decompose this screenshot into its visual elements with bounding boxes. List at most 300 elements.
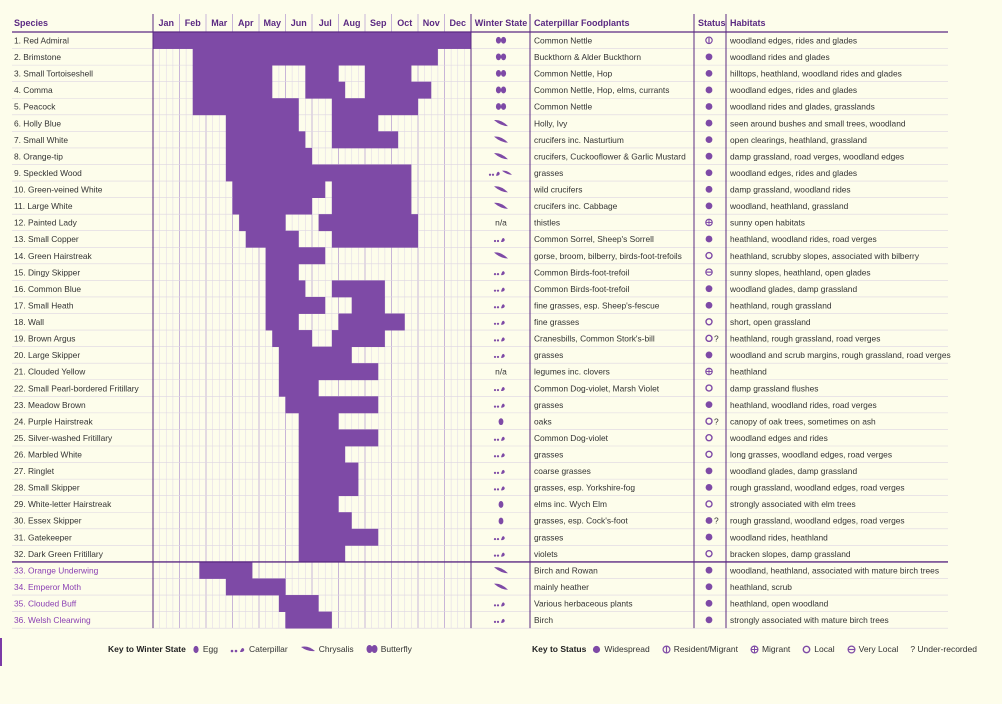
foodplant-text: Various herbaceous plants <box>534 598 633 609</box>
habitat-text: short, open grassland <box>730 317 811 328</box>
chrysalis-icon <box>494 153 508 159</box>
flight-bar <box>272 330 312 347</box>
species-name: 27. Ringlet <box>14 466 55 477</box>
butterfly-icon <box>501 103 506 110</box>
habitat-text: woodland glades, damp grassland <box>730 283 858 294</box>
flight-bar <box>266 264 299 281</box>
caterpillar-icon <box>501 619 505 623</box>
flight-bar <box>286 396 379 413</box>
caterpillar-icon <box>497 439 499 441</box>
status-widespread-icon <box>706 467 713 474</box>
caterpillar-icon <box>501 602 505 606</box>
status-widespread-icon <box>706 285 713 292</box>
habitat-text: bracken slopes, damp grassland <box>730 548 851 559</box>
foodplant-text: mainly heather <box>534 581 589 592</box>
status-local-icon <box>706 335 712 341</box>
flight-bar <box>279 595 319 612</box>
habitat-text: heathland, scrub <box>730 581 792 592</box>
header-foodplants: Caterpillar Foodplants <box>534 18 630 28</box>
species-name: 22. Small Pearl-bordered Fritillary <box>14 383 139 394</box>
caterpillar-icon <box>497 621 499 623</box>
key-resident-label: Resident/Migrant <box>673 644 738 654</box>
species-name: 12. Painted Lady <box>14 217 77 228</box>
species-name: 34. Emperor Moth <box>14 581 82 592</box>
key-chrysalis-label: Chrysalis <box>318 644 354 654</box>
habitat-text: long grasses, woodland edges, road verges <box>730 449 893 460</box>
flight-bar <box>279 363 378 380</box>
month-label-sep: Sep <box>369 18 387 28</box>
butterfly-icon <box>496 70 501 77</box>
header-status: Status <box>698 18 726 28</box>
egg-icon <box>192 644 200 654</box>
flight-bar <box>226 131 306 148</box>
status-widespread-icon <box>706 120 713 127</box>
habitat-text: heathland, rough grassland <box>730 300 832 311</box>
habitat-text: heathland, woodland rides, road verges <box>730 399 877 410</box>
foodplant-text: elms inc. Wych Elm <box>534 499 607 510</box>
caterpillar-icon <box>494 538 496 540</box>
flight-bar <box>279 347 352 364</box>
key-migrant <box>750 644 790 654</box>
foodplant-text: crucifers inc. Cabbage <box>534 201 618 212</box>
caterpillar-icon <box>501 271 505 275</box>
habitat-text: heathland <box>730 366 767 377</box>
caterpillar-icon <box>494 290 496 292</box>
status-widespread-icon <box>706 186 713 193</box>
caterpillar-icon <box>501 354 505 358</box>
chrysalis-icon <box>494 203 508 209</box>
foodplant-text: Common Nettle <box>534 101 593 112</box>
flight-bar <box>193 65 273 82</box>
chrysalis-icon <box>300 644 316 654</box>
key-verylocal <box>847 644 899 654</box>
species-name: 32. Dark Green Fritillary <box>14 548 103 559</box>
habitat-text: sunny slopes, heathland, open glades <box>730 267 871 278</box>
habitat-text: heathland, rough grassland, road verges <box>730 333 881 344</box>
status-widespread-icon <box>706 53 713 60</box>
key-under-label: ? Under-recorded <box>910 644 977 654</box>
species-name: 26. Marbled White <box>14 449 82 460</box>
species-name: 18. Wall <box>14 317 44 328</box>
species-name: 1. Red Admiral <box>14 35 69 46</box>
habitat-text: woodland rides and glades <box>730 52 830 63</box>
caterpillar-icon <box>501 321 505 325</box>
foodplant-text: Common Nettle, Hop, elms, currants <box>534 85 670 96</box>
month-label-dec: Dec <box>449 18 467 28</box>
status-widespread-icon <box>706 352 713 359</box>
flight-bar <box>352 297 385 314</box>
caterpillar-icon <box>497 290 499 292</box>
status-widespread-icon <box>706 70 713 77</box>
key-local-label: Local <box>814 644 835 654</box>
foodplant-text: fine grasses <box>534 317 580 328</box>
habitat-text: damp grassland flushes <box>730 383 819 394</box>
species-name: 13. Small Copper <box>14 234 79 245</box>
species-name: 6. Holly Blue <box>14 118 62 129</box>
caterpillar-icon <box>497 472 499 474</box>
status-widespread-icon <box>706 87 713 94</box>
species-name: 10. Green-veined White <box>14 184 103 195</box>
status-local-icon <box>706 435 712 441</box>
status-local-icon <box>706 451 712 457</box>
status-under-recorded-mark: ? <box>714 333 719 344</box>
species-name: 20. Large Skipper <box>14 350 81 361</box>
month-label-jan: Jan <box>158 18 175 28</box>
caterpillar-icon <box>501 387 505 391</box>
foodplant-text: gorse, broom, bilberry, birds-foot-trefoils <box>534 250 682 261</box>
flight-bar <box>266 280 306 297</box>
caterpillar-icon <box>501 553 505 557</box>
status-widespread-icon <box>706 302 713 309</box>
caterpillar-icon <box>497 323 499 325</box>
caterpillar-icon <box>497 604 499 606</box>
chrysalis-icon <box>502 171 512 175</box>
migrant-icon <box>750 645 759 654</box>
species-name: 2. Brimstone <box>14 52 62 63</box>
flight-bar <box>299 479 359 496</box>
species-name: 36. Welsh Clearwing <box>14 615 91 626</box>
habitat-text: open clearings, heathland, grassland <box>730 134 867 145</box>
status-local-icon <box>706 551 712 557</box>
caterpillar-icon <box>494 472 496 474</box>
status-widespread-icon <box>706 484 713 491</box>
habitat-text: sunny open habitats <box>730 217 805 228</box>
habitat-text: woodland edges, rides and glades <box>730 167 858 178</box>
key-chrysalis <box>300 644 354 654</box>
winter-key-title: Key to Winter State <box>108 644 186 654</box>
status-widespread-icon <box>706 103 713 110</box>
caterpillar-icon <box>494 488 496 490</box>
foodplant-text: legumes inc. clovers <box>534 366 610 377</box>
caterpillar-icon <box>497 273 499 275</box>
status-widespread-icon <box>706 534 713 541</box>
caterpillar-icon <box>497 339 499 341</box>
flight-bar <box>332 231 418 248</box>
status-widespread-icon <box>706 600 713 607</box>
status-under-recorded-mark: ? <box>714 416 719 427</box>
flight-bar <box>332 115 378 132</box>
status-widespread-icon <box>706 202 713 209</box>
month-label-jun: Jun <box>290 18 307 28</box>
month-label-mar: Mar <box>211 18 228 28</box>
caterpillar-icon <box>494 389 496 391</box>
species-name: 29. White-letter Hairstreak <box>14 499 112 510</box>
status-widespread-icon <box>706 169 713 176</box>
habitat-text: woodland rides, heathland <box>730 532 828 543</box>
resident-migrant-icon <box>662 645 671 654</box>
habitat-text: canopy of oak trees, sometimes on ash <box>730 416 876 427</box>
caterpillar-icon <box>494 621 496 623</box>
foodplant-text: crucifers inc. Nasturtium <box>534 134 624 145</box>
flight-bar <box>299 496 339 513</box>
habitat-text: woodland edges and rides <box>730 432 828 443</box>
egg-icon <box>499 501 504 508</box>
foodplant-text: Common Nettle, Hop <box>534 68 613 79</box>
foodplant-text: Common Birds-foot-trefoil <box>534 283 630 294</box>
status-widespread-icon <box>706 567 713 574</box>
species-name: 3. Small Tortoiseshell <box>14 68 93 79</box>
foodplant-text: coarse grasses <box>534 466 591 477</box>
foodplant-text: grasses <box>534 350 564 361</box>
flight-bar <box>153 32 471 49</box>
key-widespread-label: Widespread <box>604 644 650 654</box>
foodplant-text: oaks <box>534 416 552 427</box>
habitat-text: woodland and scrub margins, rough grassland, road verges <box>730 350 951 361</box>
flight-bar <box>299 512 352 529</box>
flight-bar <box>199 562 252 579</box>
foodplant-text: thistles <box>534 217 561 228</box>
flight-bar <box>279 380 319 397</box>
egg-icon <box>499 418 504 425</box>
flight-bar <box>299 446 345 463</box>
key-migrant-label: Migrant <box>761 644 791 654</box>
flight-bar <box>332 330 385 347</box>
chrysalis-icon <box>494 137 508 143</box>
caterpillar-icon <box>497 555 499 557</box>
chrysalis-icon <box>494 252 508 258</box>
flight-bar <box>299 529 379 546</box>
flight-bar <box>365 82 431 99</box>
species-name: 35. Clouded Buff <box>14 598 77 609</box>
species-name: 5. Peacock <box>14 101 56 112</box>
month-label-apr: Apr <box>238 18 254 28</box>
winter-na: n/a <box>495 366 507 377</box>
butterfly-icon <box>501 87 506 94</box>
species-name: 21. Clouded Yellow <box>14 366 86 377</box>
habitat-text: strongly associated with elm trees <box>730 499 856 510</box>
chrysalis-icon <box>494 186 508 192</box>
status-local-icon <box>706 418 712 424</box>
species-name: 25. Silver-washed Fritillary <box>14 432 113 443</box>
flight-bar <box>299 545 345 562</box>
status-under-recorded-mark: ? <box>714 515 719 526</box>
foodplant-text: grasses <box>534 532 564 543</box>
caterpillar-icon <box>497 455 499 457</box>
local-icon <box>802 645 811 654</box>
flight-bar <box>266 297 326 314</box>
habitat-text: rough grassland, woodland edges, road verges <box>730 515 905 526</box>
month-label-may: May <box>263 18 282 28</box>
caterpillar-icon <box>494 306 496 308</box>
flight-bar <box>332 98 418 115</box>
flight-bar <box>226 578 286 595</box>
caterpillar-icon <box>494 323 496 325</box>
habitat-text: heathland, open woodland <box>730 598 829 609</box>
foodplant-text: grasses <box>534 399 564 410</box>
foodplant-text: Birch <box>534 615 554 626</box>
butterfly-icon <box>496 87 501 94</box>
foodplant-text: Common Birds-foot-trefoil <box>534 267 630 278</box>
caterpillar-icon <box>496 172 500 176</box>
header-winter-state: Winter State <box>474 18 528 28</box>
left-accent-bar <box>0 638 2 666</box>
flight-bar <box>332 198 412 215</box>
foodplant-text: Buckthorn & Alder Buckthorn <box>534 52 642 63</box>
caterpillar-icon <box>497 356 499 358</box>
habitat-text: seen around bushes and small trees, woodland <box>730 118 906 129</box>
flight-bar <box>266 314 299 331</box>
species-name: 7. Small White <box>14 134 68 145</box>
foodplant-text: wild crucifers <box>534 184 583 195</box>
flight-bar <box>305 82 345 99</box>
foodplant-text: Common Sorrel, Sheep's Sorrell <box>534 234 654 245</box>
butterfly-icon <box>501 37 506 44</box>
month-label-nov: Nov <box>422 18 440 28</box>
species-name: 11. Large White <box>14 201 73 212</box>
flight-bar <box>193 49 438 66</box>
chrysalis-icon <box>494 567 508 573</box>
chrysalis-icon <box>494 120 508 126</box>
status-widespread-icon <box>706 236 713 243</box>
caterpillar-icon <box>494 273 496 275</box>
species-name: 28. Small Skipper <box>14 482 80 493</box>
habitat-text: heathland, woodland rides, road verges <box>730 234 877 245</box>
caterpillar-icon <box>497 488 499 490</box>
flight-bar <box>299 463 359 480</box>
foodplant-text: fine grasses, esp. Sheep's-fescue <box>534 300 660 311</box>
key-butterfly <box>366 644 412 654</box>
foodplant-text: Holly, Ivy <box>534 118 568 129</box>
month-label-aug: Aug <box>343 18 361 28</box>
month-label-jul: Jul <box>318 18 332 28</box>
caterpillar-icon <box>494 604 496 606</box>
key-caterpillar <box>230 644 288 654</box>
header-species: Species <box>14 18 49 28</box>
caterpillar-icon <box>494 406 496 408</box>
flight-bar <box>226 115 299 132</box>
key-local <box>802 644 834 654</box>
foodplant-text: Common Dog-violet, Marsh Violet <box>534 383 660 394</box>
species-name: 14. Green Hairstreak <box>14 250 92 261</box>
flight-bar <box>226 148 312 165</box>
species-name: 15. Dingy Skipper <box>14 267 81 278</box>
flight-bar <box>319 214 418 231</box>
species-name: 31. Gatekeeper <box>14 532 72 543</box>
status-local-icon <box>706 385 712 391</box>
flight-bar <box>266 247 326 264</box>
foodplant-text: Common Nettle <box>534 35 593 46</box>
flight-bar <box>365 65 411 82</box>
caterpillar-icon <box>501 453 505 457</box>
key-egg <box>192 644 218 654</box>
key-caterpillar-label: Caterpillar <box>248 644 288 654</box>
caterpillar-icon <box>501 486 505 490</box>
status-widespread-icon <box>706 153 713 160</box>
foodplant-text: grasses <box>534 167 564 178</box>
caterpillar-icon <box>494 356 496 358</box>
caterpillar-icon <box>501 536 505 540</box>
butterfly-icon <box>496 37 501 44</box>
caterpillar-icon <box>494 455 496 457</box>
status-local-icon <box>706 319 712 325</box>
caterpillar-icon <box>230 644 246 654</box>
flight-bar <box>226 164 412 181</box>
habitat-text: woodland glades, damp grassland <box>730 466 858 477</box>
foodplant-text: grasses, esp. Yorkshire-fog <box>534 482 636 493</box>
status-widespread-icon <box>706 616 713 623</box>
butterfly-icon <box>496 53 501 60</box>
butterfly-icon <box>366 644 378 654</box>
flight-bar <box>305 65 338 82</box>
status-widespread-icon <box>706 517 713 524</box>
caterpillar-icon <box>501 404 505 408</box>
status-key-title: Key to Status <box>532 644 587 654</box>
flight-bar <box>299 429 379 446</box>
habitat-text: hilltops, heathland, woodland rides and glades <box>730 68 902 79</box>
caterpillar-icon <box>497 538 499 540</box>
butterfly-icon <box>501 53 506 60</box>
key-egg-label: Egg <box>202 644 218 654</box>
habitat-text: woodland rides and glades, grasslands <box>730 101 875 112</box>
caterpillar-icon <box>497 389 499 391</box>
habitat-text: woodland edges, rides and glades <box>730 85 858 96</box>
caterpillar-icon <box>497 306 499 308</box>
key-widespread <box>592 644 649 654</box>
month-label-oct: Oct <box>397 18 413 28</box>
flight-bar <box>286 612 332 629</box>
caterpillar-icon <box>497 406 499 408</box>
caterpillar-icon <box>494 339 496 341</box>
status-local-icon <box>706 501 712 507</box>
foodplant-text: grasses <box>534 449 564 460</box>
species-name: 4. Comma <box>14 85 53 96</box>
caterpillar-icon <box>501 238 505 242</box>
caterpillar-icon <box>501 437 505 441</box>
foodplant-text: Common Dog-violet <box>534 432 609 443</box>
key-butterfly-label: Butterfly <box>380 644 412 654</box>
habitat-text: rough grassland, woodland edges, road verges <box>730 482 905 493</box>
flight-bar <box>332 280 385 297</box>
key-under-recorded <box>910 644 977 654</box>
flight-bar <box>339 314 405 331</box>
caterpillar-icon <box>494 240 496 242</box>
species-name: 9. Speckled Wood <box>14 167 82 178</box>
species-name: 8. Orange-tip <box>14 151 63 162</box>
widespread-icon <box>592 645 601 654</box>
flight-bar <box>332 131 398 148</box>
flight-bar <box>193 82 273 99</box>
very-local-icon <box>847 645 856 654</box>
key-resident <box>662 644 738 654</box>
foodplant-text: grasses, esp. Cock's-foot <box>534 515 628 526</box>
winter-state-key <box>108 644 418 654</box>
butterfly-icon <box>496 103 501 110</box>
habitat-text: damp grassland, woodland rides <box>730 184 851 195</box>
flight-bar <box>332 181 412 198</box>
habitat-text: heathland, scrubby slopes, associated with bilberry <box>730 250 920 261</box>
habitat-text: woodland edges, rides and glades <box>730 35 858 46</box>
status-local-icon <box>706 253 712 259</box>
caterpillar-icon <box>494 555 496 557</box>
caterpillar-icon <box>501 337 505 341</box>
species-name: 24. Purple Hairstreak <box>14 416 93 427</box>
key-verylocal-label: Very Local <box>858 644 899 654</box>
habitat-text: strongly associated with mature birch trees <box>730 615 889 626</box>
flight-bar <box>193 98 299 115</box>
flight-bar <box>246 231 299 248</box>
foodplant-text: violets <box>534 548 558 559</box>
caterpillar-icon <box>489 174 491 176</box>
status-key <box>532 644 983 654</box>
butterfly-icon <box>501 70 506 77</box>
flight-bar <box>239 214 285 231</box>
status-widespread-icon <box>706 583 713 590</box>
header-habitats: Habitats <box>730 18 766 28</box>
caterpillar-icon <box>501 288 505 292</box>
status-widespread-icon <box>706 136 713 143</box>
habitat-text: damp grassland, road verges, woodland edges <box>730 151 905 162</box>
species-name: 19. Brown Argus <box>14 333 76 344</box>
